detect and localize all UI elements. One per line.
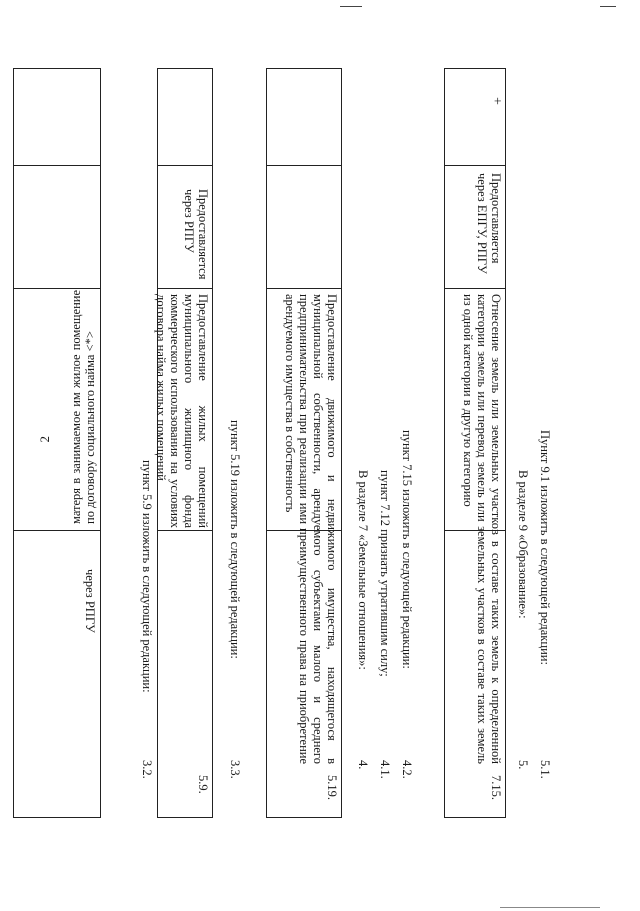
section-number: 3.2. bbox=[140, 760, 154, 779]
section-number: 4. bbox=[356, 760, 370, 770]
section-number: 3.3. bbox=[228, 760, 242, 779]
table-cell-service: Отнесение земель или земельных участков в составе таких земель к определенной категории земель или перевод земель или земельных участков в составе таких земель из одной категории в другую категорию bbox=[461, 294, 503, 764]
section-text: пункт 7.12 признать утратившим силу; bbox=[378, 470, 392, 677]
page-number: 2 bbox=[37, 436, 52, 443]
table-cell-num: 7.15. bbox=[489, 775, 503, 800]
section-number: 5. bbox=[516, 760, 530, 770]
table-cell-num: 5.19. bbox=[325, 775, 339, 800]
section-number: 5.1. bbox=[538, 760, 552, 779]
section-number: 4.2. bbox=[400, 760, 414, 779]
scan-mark bbox=[340, 6, 362, 7]
table-row-continuation bbox=[13, 68, 101, 818]
table-cell-provision: Предоставляется через РПГУ bbox=[182, 189, 210, 280]
section-text: пункт 5.9 изложить в следующей редакции: bbox=[140, 460, 154, 693]
scan-mark bbox=[500, 907, 600, 908]
table-cell-num: 5.9. bbox=[196, 775, 210, 794]
table-row-7-15 bbox=[444, 68, 506, 818]
table-cell-provision: через РПГУ bbox=[83, 569, 97, 633]
section-text: пункт 7.15 изложить в следующей редакции: bbox=[400, 430, 414, 669]
table-cell-service: матеря в занимаемое им жилое помещение по договору социального найма <*> bbox=[69, 290, 97, 524]
section-text: Пункт 9.1 изложить в следующей редакции: bbox=[538, 430, 552, 665]
table-row-5-9 bbox=[154, 68, 213, 818]
section-number: 4.1. bbox=[378, 760, 392, 779]
table-cell-service: Предоставление движимого и недвижимого имущества, находящегося в муниципальной собственности, арендуемого субъектами малого и среднего предпринимательства при реализации ими преимущественного права на приобретение арендуемого имущества в собственность bbox=[283, 294, 339, 764]
table-cell-provision: Предоставляется через ЕПГУ, РПГУ bbox=[475, 173, 503, 274]
table-row-5-19 bbox=[266, 68, 342, 818]
section-text: пункт 5.19 изложить в следующей редакции: bbox=[228, 420, 242, 659]
scan-mark bbox=[600, 6, 616, 7]
section-text: В разделе 7 «Земельные отношения»: bbox=[356, 470, 370, 670]
table-cell-service: Предоставление жилых помещений муниципального жилищного фонда коммерческого использования на условиях договора найма жилых помещений bbox=[154, 294, 210, 528]
table-cell-mark: + bbox=[489, 97, 504, 105]
section-text: В разделе 9 «Образование»: bbox=[516, 470, 530, 619]
